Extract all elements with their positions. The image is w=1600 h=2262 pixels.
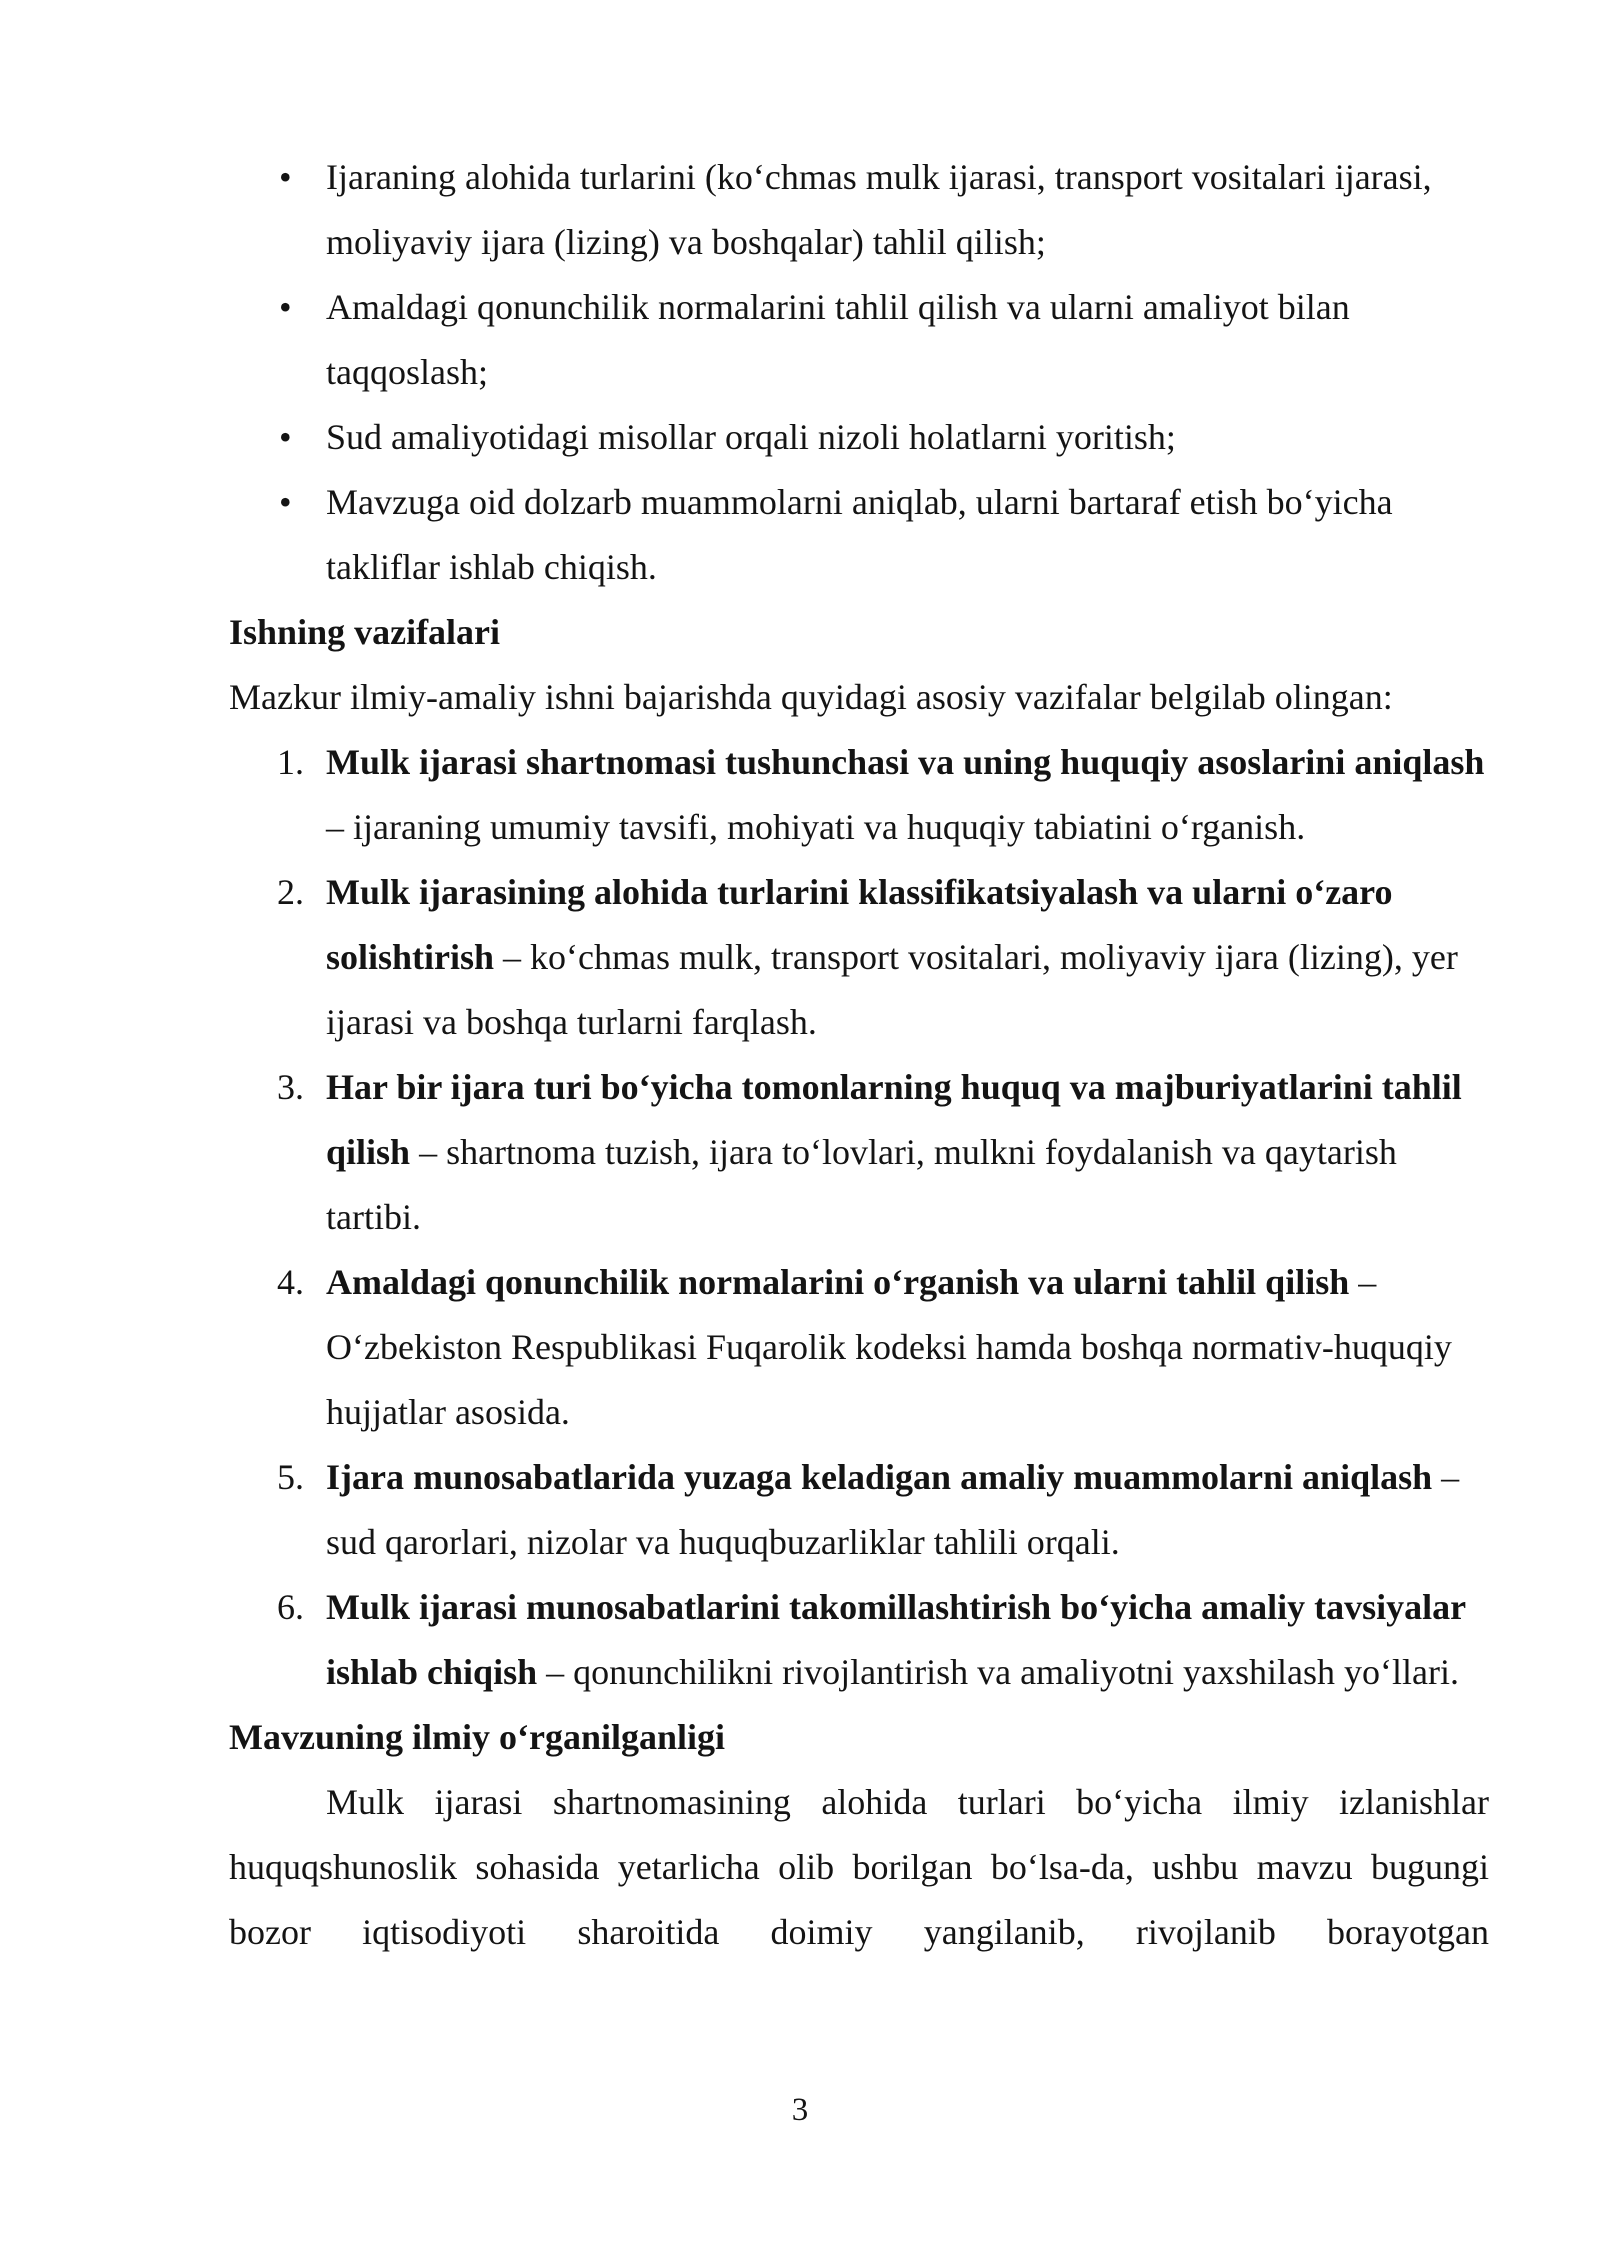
page-content bbox=[229, 145, 1489, 1965]
bullet-icon: • bbox=[279, 482, 292, 522]
task-number: 3. bbox=[277, 1067, 304, 1107]
tasks-numbered-list bbox=[229, 730, 1489, 1705]
list-item-text: Amaldagi qonunchilik normalarini tahlil qilish va ularni amaliyot bilan taqqoslash; bbox=[326, 287, 1350, 392]
list-item-text: Ijaraning alohida turlarini (ko‘chmas mulk ijarasi, transport vositalari ijarasi, moliyaviy ijara (lizing) va boshqalar) tahlil qilish; bbox=[326, 157, 1432, 262]
bullet-icon: • bbox=[279, 417, 292, 457]
task-title: Mulk ijarasi munosabatlarini takomillashtirish bo‘yicha amaliy tavsiyalar ishlab chiqish bbox=[326, 1587, 1466, 1692]
bullet-icon: • bbox=[279, 157, 292, 197]
task-title: Mulk ijarasi shartnomasi tushunchasi va uning huquqiy asoslarini aniqlash bbox=[326, 742, 1485, 782]
study-heading: Mavzuning ilmiy o‘rganilganligi bbox=[229, 1717, 726, 1757]
task-number: 2. bbox=[277, 872, 304, 912]
task-title: Amaldagi qonunchilik normalarini o‘rganish va ularni tahlil qilish bbox=[326, 1262, 1350, 1302]
tasks-heading: Ishning vazifalari bbox=[229, 612, 501, 652]
task-description: – qonunchilikni rivojlantirish va amaliyotni yaxshilash yo‘llari. bbox=[537, 1652, 1459, 1692]
list-item bbox=[229, 275, 1489, 405]
task-item bbox=[229, 1575, 1489, 1705]
bullet-icon: • bbox=[279, 287, 292, 327]
task-description: – O‘zbekiston Respublikasi Fuqarolik kodeksi hamda boshqa normativ-huquqiy hujjatlar asosida. bbox=[326, 1262, 1452, 1432]
list-item-text: Mavzuga oid dolzarb muammolarni aniqlab, ularni bartaraf etish bo‘yicha takliflar ishlab chiqish. bbox=[326, 482, 1393, 587]
task-title: Ijara munosabatlarida yuzaga keladigan amaliy muammolarni aniqlash bbox=[326, 1457, 1433, 1497]
task-item bbox=[229, 1250, 1489, 1445]
task-item bbox=[229, 1445, 1489, 1575]
task-number: 6. bbox=[277, 1587, 304, 1627]
task-description: – shartnoma tuzish, ijara to‘lovlari, mulkni foydalanish va qaytarish tartibi. bbox=[326, 1132, 1397, 1237]
list-item bbox=[229, 470, 1489, 600]
task-description: – ijaraning umumiy tavsifi, mohiyati va huquqiy tabiatini o‘rganish. bbox=[326, 807, 1306, 847]
task-number: 4. bbox=[277, 1262, 304, 1302]
tasks-intro: Mazkur ilmiy-amaliy ishni bajarishda quyidagi asosiy vazifalar belgilab olingan: bbox=[229, 677, 1393, 717]
task-number: 1. bbox=[277, 742, 304, 782]
task-item bbox=[229, 860, 1489, 1055]
task-item bbox=[229, 730, 1489, 860]
task-description: – ko‘chmas mulk, transport vositalari, moliyaviy ijara (lizing), yer ijarasi va boshqa turlarni farqlash. bbox=[326, 937, 1458, 1042]
task-description: – sud qarorlari, nizolar va huquqbuzarliklar tahlili orqali. bbox=[326, 1457, 1460, 1562]
study-paragraph: Mulk ijarasi shartnomasining alohida turlari bo‘yicha ilmiy izlanishlar huquqshunoslik sohasida yetarlicha olib borilgan bo‘lsa-da, ushbu mavzu bugungi bozor iqtisodiyoti sharoitida doimiy yangilanib, rivojlanib borayotgan bbox=[229, 1782, 1489, 1952]
task-title: Mulk ijarasining alohida turlarini klassifikatsiyalash va ularni o‘zaro solishtirish bbox=[326, 872, 1393, 977]
list-item-text: Sud amaliyotidagi misollar orqali nizoli holatlarni yoritish; bbox=[326, 417, 1176, 457]
goals-bullet-list bbox=[229, 145, 1489, 600]
page-number: 3 bbox=[791, 2092, 809, 2128]
task-title: Har bir ijara turi bo‘yicha tomonlarning huquq va majburiyatlarini tahlil qilish bbox=[326, 1067, 1462, 1172]
list-item bbox=[229, 405, 1489, 470]
task-number: 5. bbox=[277, 1457, 304, 1497]
list-item bbox=[229, 145, 1489, 275]
task-item bbox=[229, 1055, 1489, 1250]
